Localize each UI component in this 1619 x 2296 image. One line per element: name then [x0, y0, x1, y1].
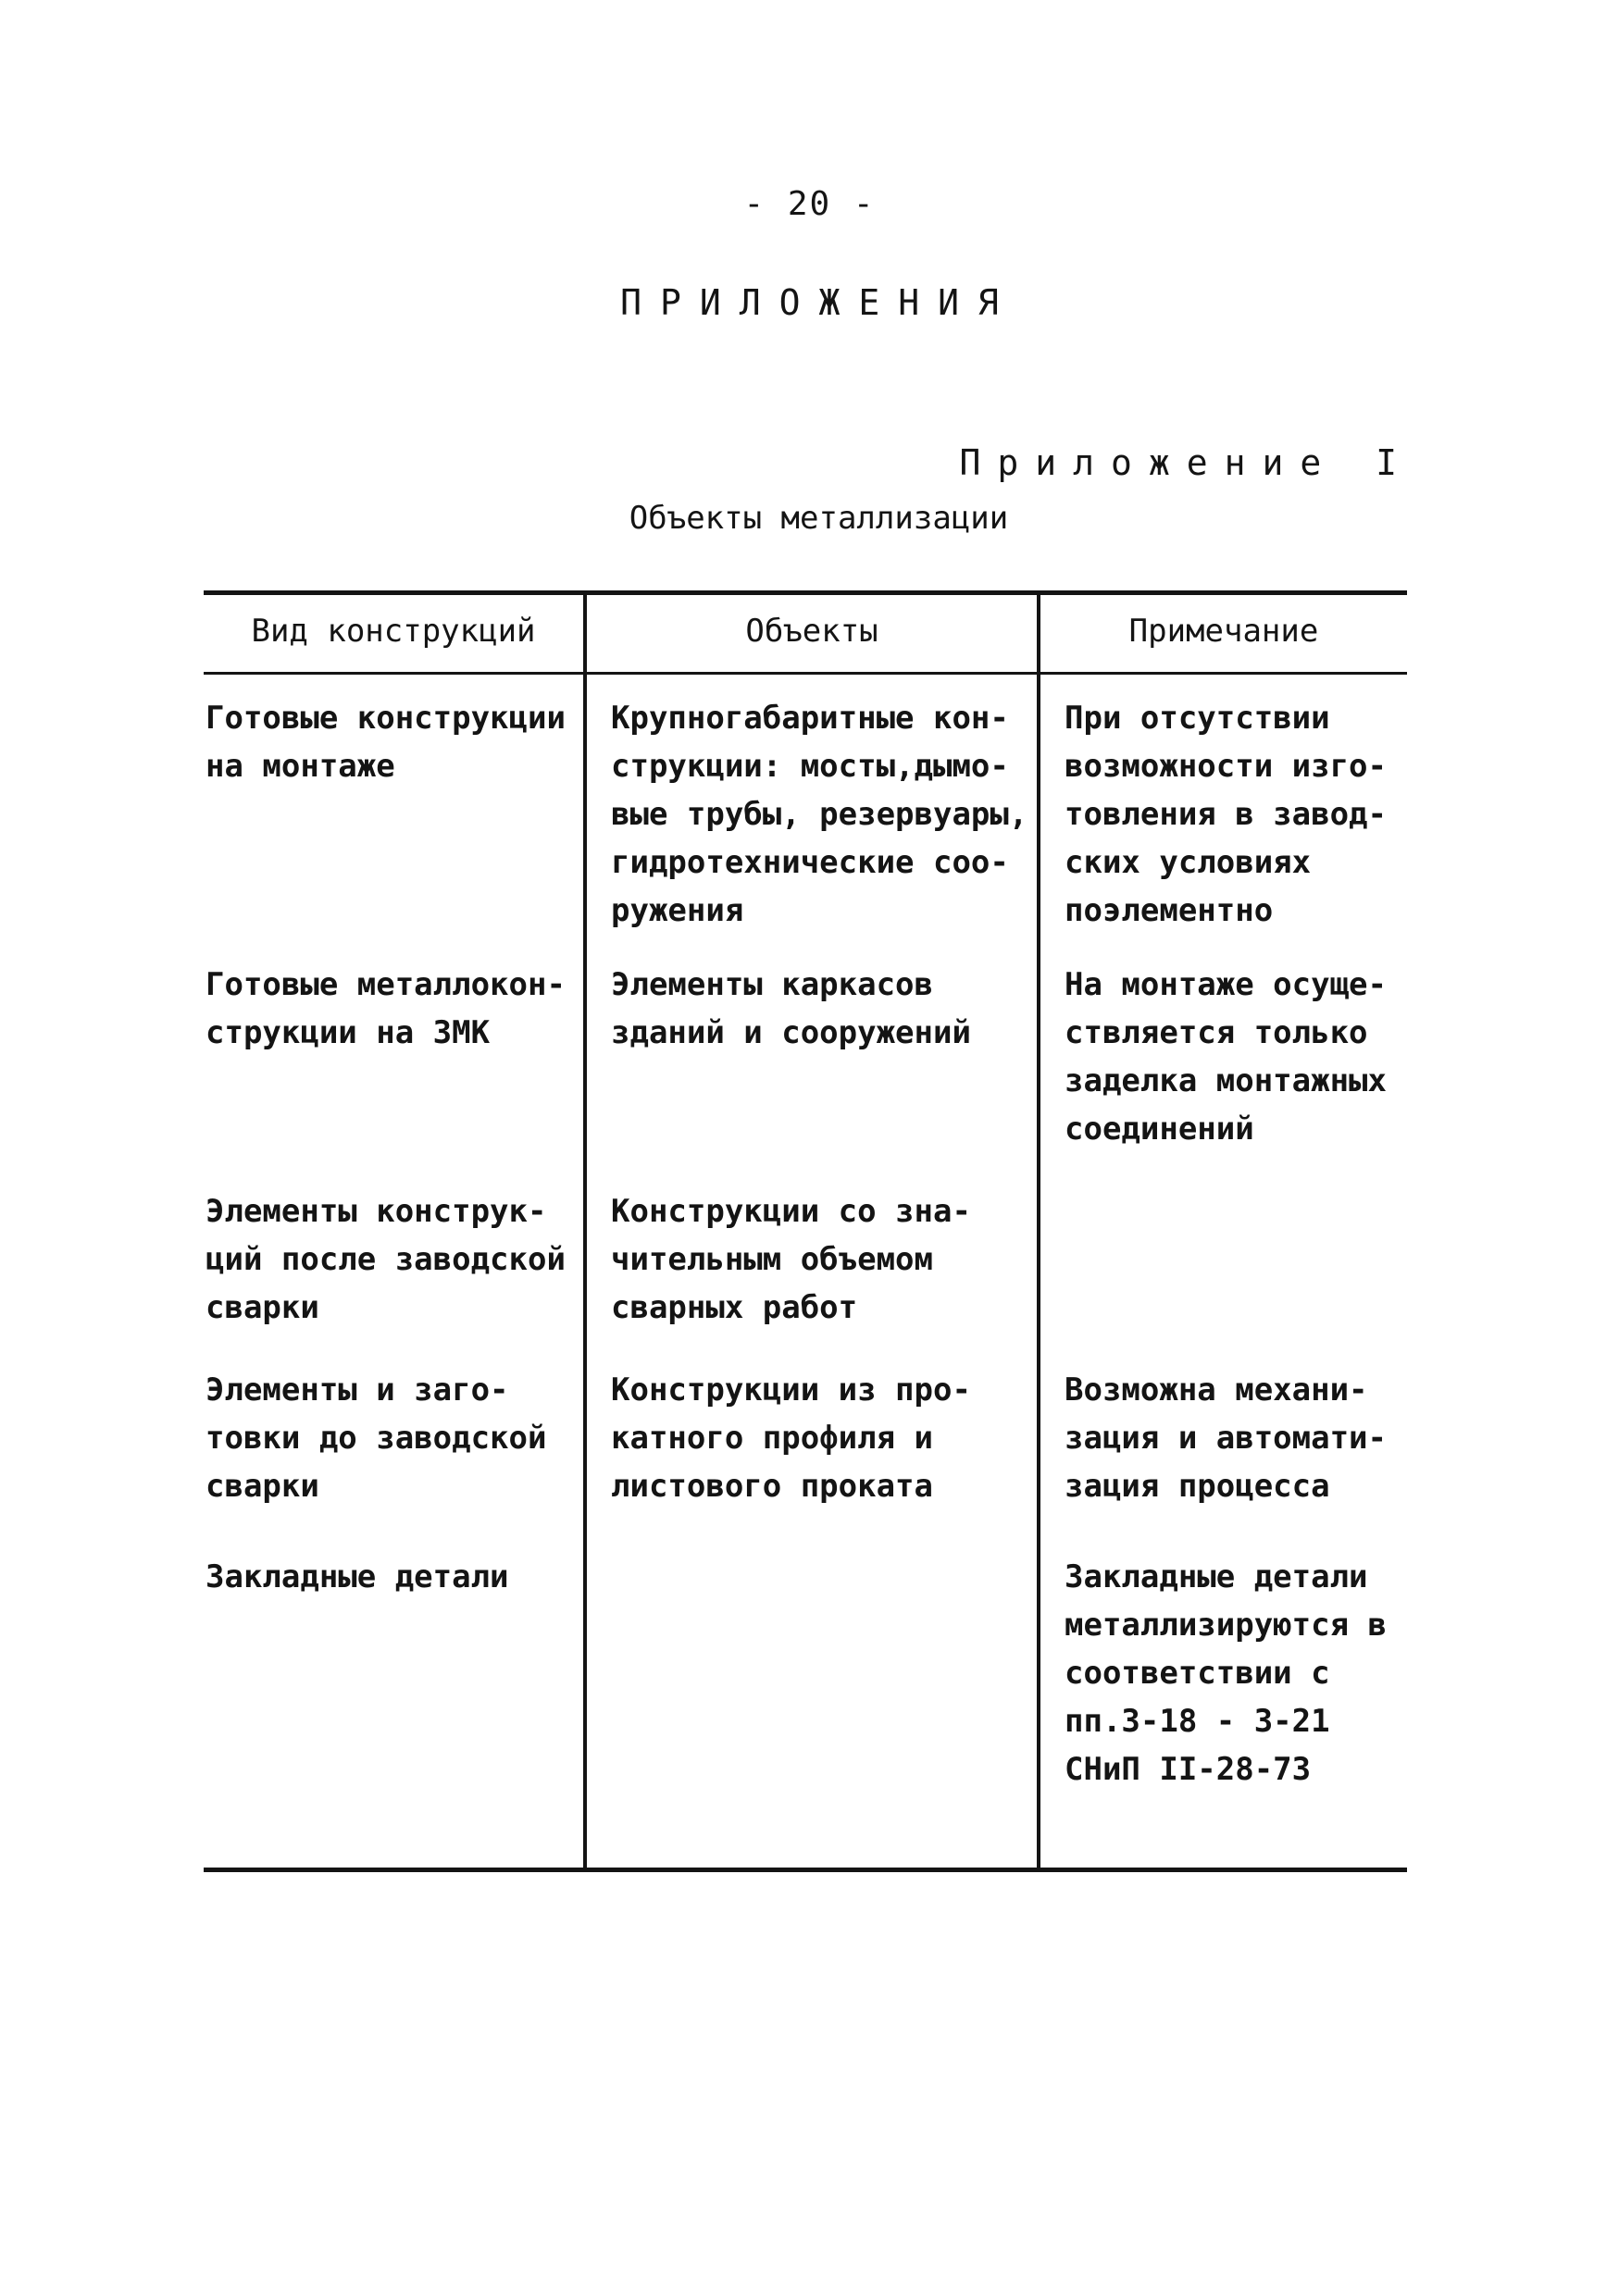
table-title: Объекты металлизации — [629, 500, 1009, 537]
table-top-rule — [204, 590, 1407, 595]
row-4-note: Возможна механи- зация и автомати- зация процесса — [1065, 1371, 1387, 1505]
row-1-note: При отсутствии возможности изго- товления в завод- ских условиях поэлементно — [1065, 700, 1387, 929]
row-2-objects: Элементы каркасов зданий и сооружений — [611, 966, 971, 1051]
row-3-objects: Конструкции со зна- чительным объемом сварных работ — [611, 1193, 971, 1326]
column-divider — [1037, 590, 1040, 1872]
row-5-note: Закладные детали металлизируются в соответствии с пп.3-18 - 3-21 СНиП II-28-73 — [1065, 1558, 1387, 1788]
header-objects: Объекты — [745, 613, 878, 650]
row-4-objects: Конструкции из про- катного профиля и листового проката — [611, 1371, 971, 1505]
row-5-type: Закладные детали — [205, 1558, 509, 1595]
row-3-type: Элементы конструк- ций после заводской сварки — [205, 1193, 566, 1326]
header-note: Примечание — [1128, 613, 1319, 650]
section-title: ПРИЛОЖЕНИЯ — [620, 282, 1017, 323]
column-divider — [583, 590, 587, 1872]
appendix-label: Приложение I — [959, 442, 1414, 483]
table-header-rule — [204, 672, 1407, 675]
page-number: - 20 - — [743, 185, 876, 223]
row-2-note: На монтаже осуще- ствляется только заделка монтажных соединений — [1065, 966, 1387, 1148]
header-construction-type: Вид конструкций — [251, 613, 536, 650]
row-2-type: Готовые металлокон- струкции на ЗМК — [205, 966, 566, 1051]
row-1-objects: Крупногабаритные кон- струкции: мосты,дымо- вые трубы, резервуары, гидротехнические соо- ружения — [611, 700, 1028, 929]
row-4-type: Элементы и заго- товки до заводской сварки — [205, 1371, 547, 1505]
table-bottom-rule — [204, 1868, 1407, 1872]
row-1-type: Готовые конструкции на монтаже — [205, 700, 566, 785]
objects-table — [204, 590, 1407, 1872]
